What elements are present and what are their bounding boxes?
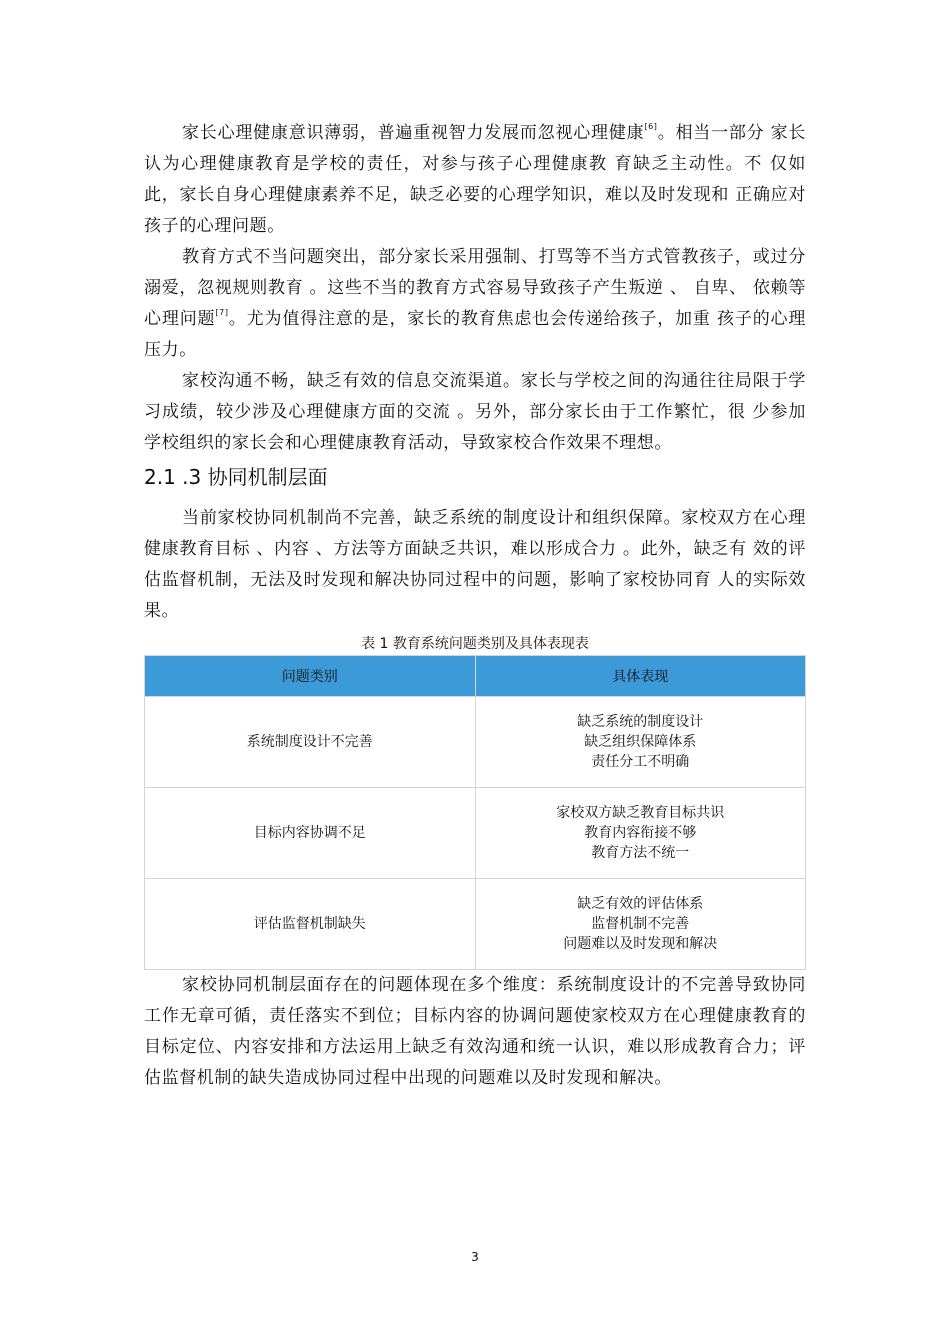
detail-item: 问题难以及时发现和解决: [563, 936, 718, 952]
row-details: [475, 697, 806, 788]
row-details: [475, 788, 806, 879]
paragraph-communication: [144, 366, 806, 459]
detail-item: 缺乏有效的评估体系: [577, 896, 704, 912]
paragraph-parent-awareness: [144, 118, 806, 242]
section-heading: 2.1 .3 协同机制层面: [144, 465, 328, 489]
page-number: 3: [471, 1250, 479, 1264]
row-details: [475, 879, 806, 970]
detail-item: 监督机制不完善: [591, 916, 690, 932]
detail-item: 缺乏系统的制度设计: [577, 714, 704, 730]
detail-item: 缺乏组织保障体系: [584, 734, 697, 750]
paragraph-text: 家校沟通不畅，缺乏有效的信息交流渠道。家长与学校之间的沟通往往局限于学习成绩，较少涉及心理健康方面的交流 。另外，部分家长由于工作繁忙，很 少参加学校组织的家长会和心理健康教育活动，导致家校合作效果不理想。: [144, 371, 806, 453]
citation-marker: [6]: [644, 122, 658, 131]
table-caption: 表 1 教育系统问题类别及具体表现表: [361, 636, 589, 652]
detail-item: 教育方法不统一: [591, 845, 690, 861]
page-content: [144, 118, 806, 1094]
detail-item: 家校双方缺乏教育目标共识: [556, 805, 725, 821]
paragraph-text: 。尤为值得注意的是，家长的教育焦虑也会传递给孩子，加重 孩子的心理压力。: [144, 309, 806, 360]
header-details: 具体表现: [475, 656, 806, 697]
detail-item: 责任分工不明确: [591, 754, 690, 770]
row-category: 目标内容协调不足: [145, 788, 476, 879]
row-category: 评估监督机制缺失: [145, 879, 476, 970]
detail-item: 教育内容衔接不够: [584, 825, 697, 841]
table-row: [145, 788, 806, 879]
paragraph-text: 教育方式不当问题突出，部分家长采用强制、打骂等不当方式管教孩子，或过分溺爱，忽视规则教育 。这些不当的教育方式容易导致孩子产生叛逆 、 自卑、 依赖等心理问题: [144, 247, 806, 329]
table-row: [145, 879, 806, 970]
paragraph-summary: 家校协同机制层面存在的问题体现在多个维度：系统制度设计的不完善导致协同工作无章可循，责任落实不到位；目标内容的协调问题使家校双方在心理健康教育的目标定位、内容安排和方法运用上缺乏有效沟通和统一认识，难以形成教育合力；评估监督机制的缺失造成协同过程中出现的问题难以及时发现和解决。: [144, 975, 806, 1088]
paragraph-text: 。相当一部分 家长认为心理健康教育是学校的责任，对参与孩子心理健康教 育缺乏主动性。不 仅如此，家长自身心理健康素养不足，缺乏必要的心理学知识，难以及时发现和 正确应对孩子的心理问题。: [144, 123, 806, 236]
table-row: [145, 697, 806, 788]
paragraph-mechanism: 当前家校协同机制尚不完善，缺乏系统的制度设计和组织保障。家校双方在心理健康教育目标 、内容 、方法等方面缺乏共识，难以形成合力 。此外，缺乏有 效的评估监督机制，无法及时发现和解决协同过程中的问题，影响了家校协同育 人的实际效果。: [144, 508, 806, 621]
row-category: 系统制度设计不完善: [145, 697, 476, 788]
citation-marker: [7]: [215, 308, 229, 317]
paragraph-text: 家长心理健康意识薄弱，普遍重视智力发展而忽视心理健康: [182, 123, 645, 143]
table-header-row: [145, 656, 806, 697]
header-category: 问题类别: [145, 656, 476, 697]
problem-table: [144, 655, 806, 970]
paragraph-education-methods: [144, 242, 806, 366]
